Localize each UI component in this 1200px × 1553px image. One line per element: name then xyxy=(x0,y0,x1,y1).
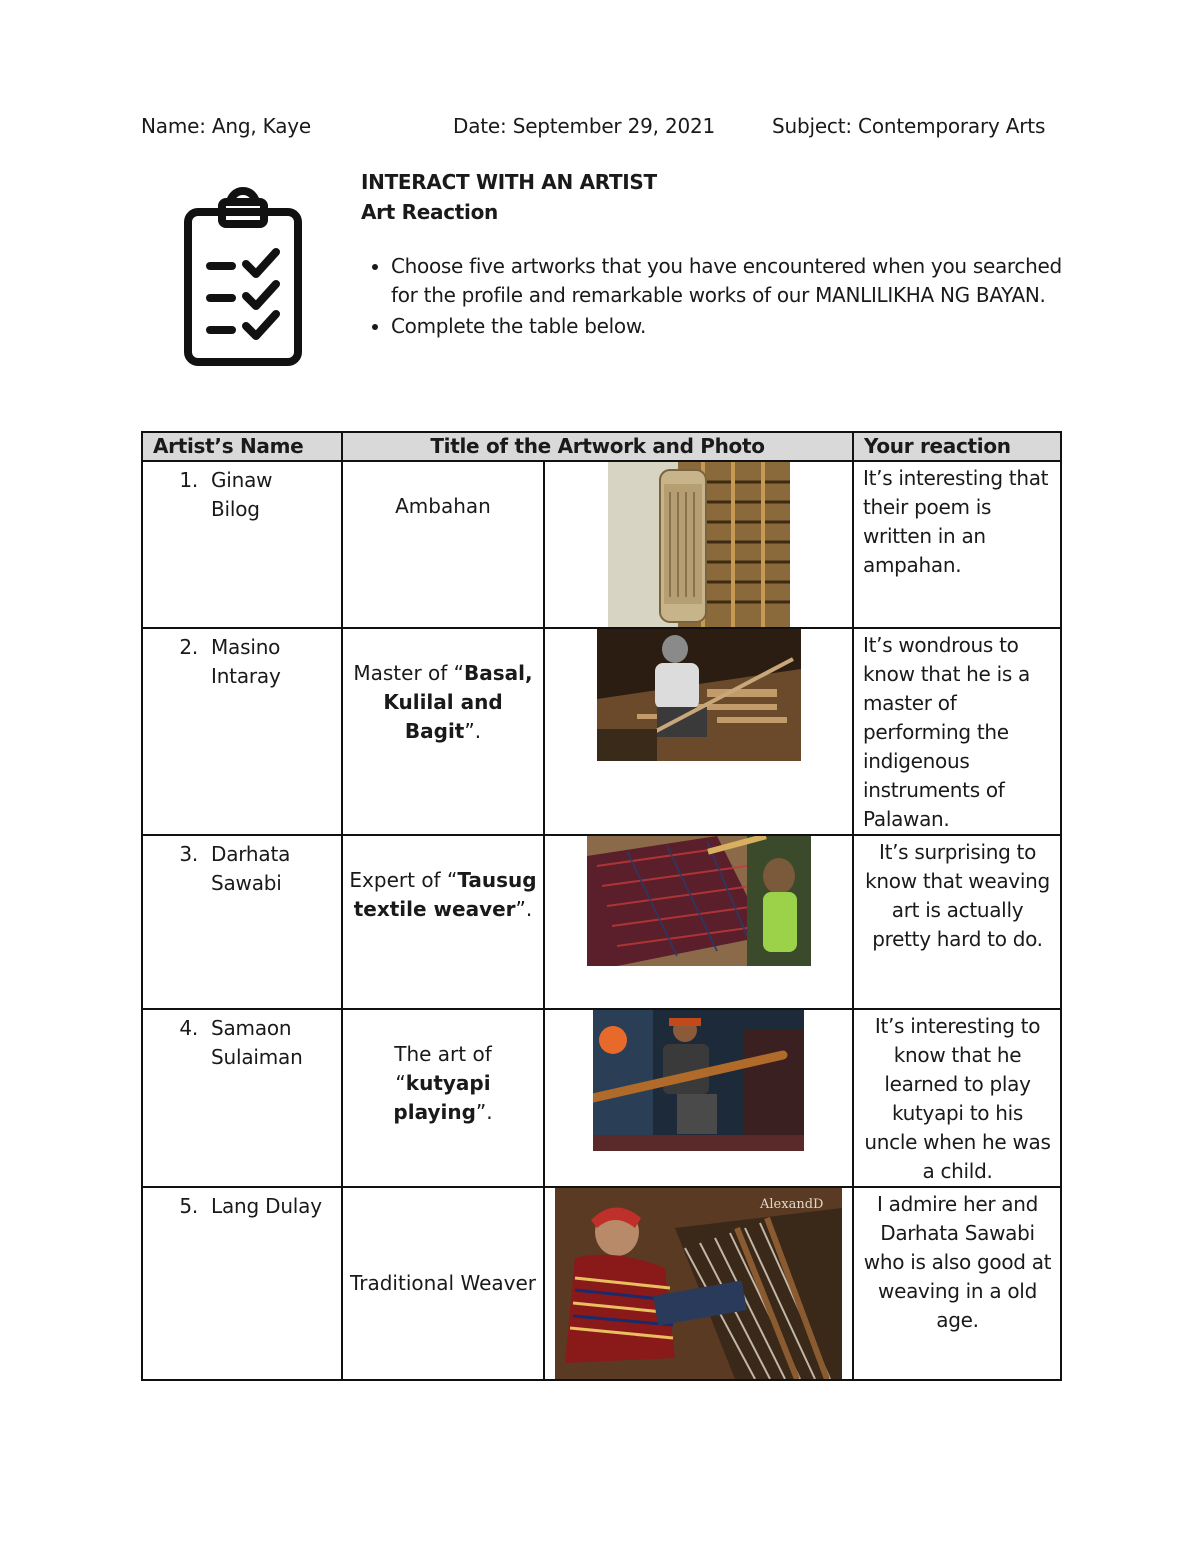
artwork-title xyxy=(342,835,544,1009)
artwork-title xyxy=(342,1009,544,1187)
row-number: 3. xyxy=(179,842,198,866)
artist-name: Samaon Sulaiman xyxy=(211,1016,303,1069)
activity-subtitle: Art Reaction xyxy=(361,200,498,224)
artist-cell xyxy=(142,835,342,1009)
artwork-photo xyxy=(597,629,801,761)
student-name: Name: Ang, Kaye xyxy=(141,114,312,138)
instruction-list xyxy=(361,252,1081,341)
table-header-row xyxy=(142,432,1061,461)
row-number: 5. xyxy=(179,1194,198,1218)
title-bold: Basal, Kulilal and Bagit xyxy=(383,661,533,743)
reaction-cell: It’s interesting that their poem is written in an ampahan. xyxy=(853,461,1061,628)
artist-name: Ginaw Bilog xyxy=(211,468,273,521)
reaction-cell: I admire her and Darhata Sawabi who is also good at weaving in a old age. xyxy=(853,1187,1061,1380)
artwork-title xyxy=(342,1187,544,1380)
instruction-item: • Complete the table below. xyxy=(391,312,1081,341)
artwork-title-text: Traditional Weaver xyxy=(349,1271,536,1295)
artist-table xyxy=(141,431,1062,1381)
activity-title: INTERACT WITH AN ARTIST xyxy=(361,170,657,194)
reaction-cell: It’s interesting to know that he learned to play kutyapi to his uncle when he was a child. xyxy=(853,1009,1061,1187)
artist-cell xyxy=(142,1009,342,1187)
artwork-photo-cell xyxy=(544,1187,853,1380)
title-prefix: Expert of “ xyxy=(349,868,458,892)
artist-name: Lang Dulay xyxy=(211,1194,322,1218)
table-row xyxy=(142,461,1061,628)
instructions xyxy=(361,170,1081,341)
artwork-photo xyxy=(587,836,811,966)
artist-cell xyxy=(142,1187,342,1380)
photo-watermark: AlexandD xyxy=(760,1197,824,1212)
artwork-photo-cell xyxy=(544,1009,853,1187)
artist-cell xyxy=(142,461,342,628)
artwork-photo xyxy=(555,1188,842,1379)
header-reaction: Your reaction xyxy=(853,432,1061,461)
title-prefix: Master of “ xyxy=(353,661,465,685)
title-suffix: ”. xyxy=(475,1100,493,1124)
row-number: 2. xyxy=(179,635,198,659)
date: Date: September 29, 2021 xyxy=(453,114,716,138)
title-bold: kutyapi playing xyxy=(393,1071,491,1124)
reaction-cell: It’s surprising to know that weaving art is actually pretty hard to do. xyxy=(853,835,1061,1009)
table-row xyxy=(142,628,1061,835)
artist-name: Darhata Sawabi xyxy=(211,842,291,895)
row-number: 1. xyxy=(179,468,198,492)
instruction-item: • Choose five artworks that you have encountered when you searched for the profile and remarkable works of our MANLILIKHA NG BAYAN. xyxy=(391,252,1081,310)
artwork-photo xyxy=(608,462,790,627)
title-suffix: ”. xyxy=(515,897,533,921)
artwork-title xyxy=(342,628,544,835)
artist-cell xyxy=(142,628,342,835)
artwork-title xyxy=(342,461,544,628)
table-row xyxy=(142,1009,1061,1187)
clipboard-checklist-icon xyxy=(180,176,306,370)
artwork-photo xyxy=(593,1010,804,1151)
header-title: Title of the Artwork and Photo xyxy=(342,432,853,461)
title-bold: Tausug textile weaver xyxy=(353,868,537,921)
artwork-photo-cell xyxy=(544,628,853,835)
table-row xyxy=(142,835,1061,1009)
table-row xyxy=(142,1187,1061,1380)
title-prefix: The art of “ xyxy=(394,1042,492,1095)
artwork-photo-cell xyxy=(544,461,853,628)
subject: Subject: Contemporary Arts xyxy=(772,114,1046,138)
artwork-photo-cell xyxy=(544,835,853,1009)
row-number: 4. xyxy=(179,1016,198,1040)
artist-name: Masino Intaray xyxy=(211,635,281,688)
header-artist: Artist’s Name xyxy=(142,432,342,461)
artwork-title-text: Ambahan xyxy=(395,494,491,518)
reaction-cell: It’s wondrous to know that he is a master of performing the indigenous instruments of Palawan. xyxy=(853,628,1061,835)
title-suffix: ”. xyxy=(464,719,482,743)
